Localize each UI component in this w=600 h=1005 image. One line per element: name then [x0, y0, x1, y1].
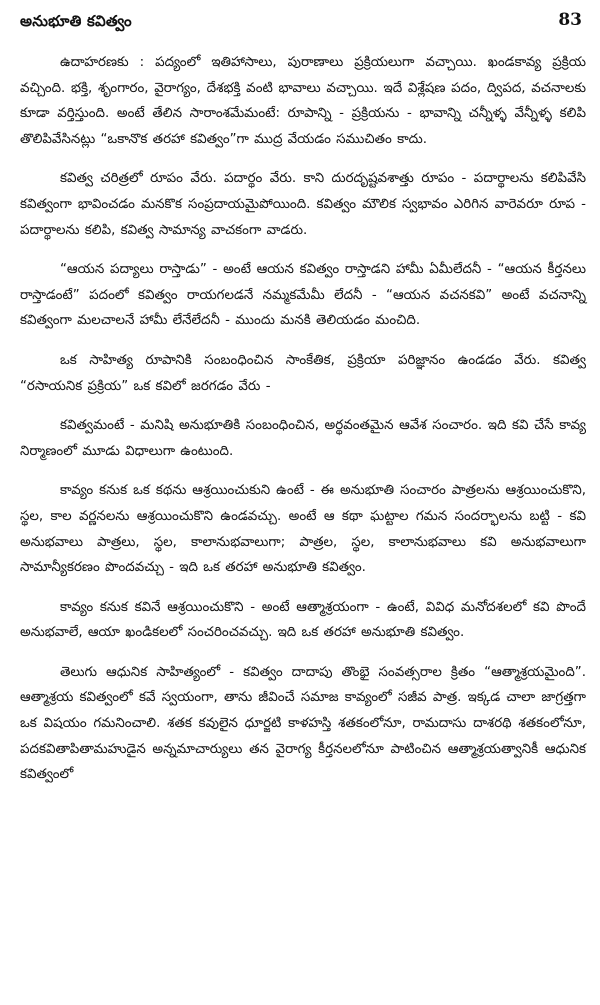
- paragraph-3: “ఆయన పద్యాలు రాస్తాడు” - అంటే ఆయన కవిత్వం రాస్తాడని హామీ ఏమీలేదనీ - “ఆయన కీర్తనలు రాస్తాడంటే” పదంలో కవిత్వం రాయగలడనే నమ్మకమేమీ లేదనీ - “ఆయన వచనకవి” అంటే వచనాన్ని కవిత్వంగా మలచాలనే హామీ లేనేలేదనీ - ముందు మనకి తెలియడం మంచిది.: [20, 262, 586, 329]
- page-body: [20, 50, 586, 802]
- paragraph-2: కవిత్వ చరిత్రలో రూపం వేరు. పదార్థం వేరు. కాని దురదృష్టవశాత్తు రూపం - పదార్థాలను కలిపివేసి కవిత్వంగా భావించడం మనకొక సంప్రదాయమైపోయింది. కవిత్వం మౌలిక స్వభావం ఎరిగిన వారెవరూ రూప - పదార్థాలను కలిపి, కవిత్వ సామాన్య వాచకంగా వాడరు.: [20, 171, 586, 238]
- paragraph-7: కావ్యం కనుక కవినే ఆశ్రయించుకొని - అంటే ఆత్మాశ్రయంగా - ఉంటే, వివిధ మనోదశలలో కవి పొందే అనుభవాలే, ఆయా ఖండికలలో సంచరించవచ్చు. ఇది ఒక తరహా అనుభూతి కవిత్వం.: [20, 599, 586, 641]
- paragraph-1: ఉదాహరణకు : పద్యంలో ఇతిహాసాలు, పురాణాలు ప్రక్రియలుగా వచ్చాయి. ఖండకావ్య ప్రక్రియ వచ్చింది. భక్తి, శృంగారం, వైరాగ్యం, దేశభక్తి వంటి భావాలు వచ్చాయి. ఇదే విశ్లేషణ పదం, ద్విపద, వచనాలకు కూడా వర్తిస్తుంది. అంటే తేలిన సారాంశమేమంటే: రూపాన్ని - ప్రక్రియను - భావాన్ని చన్నీళ్ళ వేన్నీళ్ళ కలిపి తొలిపివేసినట్లు “ఒకానొక తరహా కవిత్వం”గా ముద్ర వేయడం సముచితం కాదు.: [20, 55, 586, 147]
- page-header: [20, 6, 582, 36]
- paragraph-6: కావ్యం కనుక ఒక కథను ఆశ్రయించుకుని ఉంటే - ఈ అనుభూతి సంచారం పాత్రలను ఆశ్రయించుకొని, స్థల, కాల వర్ణనలను ఆశ్రయించుకొని ఉండవచ్చు. అంటే ఆ కథా ఘట్టాల గమన సందర్భాలను బట్టి - కవి అనుభవాలు పాత్రలు, స్థల, కాలానుభవాలుగా; పాత్రల, స్థల, కాలానుభవాలు కవి అనుభవాలుగా సామాన్యీకరణం పొందవచ్చు - ఇది ఒక తరహా అనుభూతి కవిత్వం.: [20, 483, 586, 576]
- page-number: 83: [558, 10, 582, 30]
- paragraph-5: కవిత్వమంటే - మనిషి అనుభూతికి సంబంధించిన, అర్థవంతమైన ఆవేశ సంచారం. ఇది కవి చేసే కావ్య నిర్మాణంలో మూడు విధాలుగా ఉంటుంది.: [20, 418, 586, 459]
- paragraph-4: ఒక సాహిత్య రూపానికి సంబంధించిన సాంకేతిక, ప్రక్రియా పరిజ్ఞానం ఉండడం వేరు. కవిత్వ “రసాయనిక ప్రక్రియ” ఒక కవిలో జరగడం వేరు -: [20, 352, 586, 394]
- running-title: అనుభూతి కవిత్వం: [20, 12, 132, 30]
- paragraph-8: తెలుగు ఆధునిక సాహిత్యంలో - కవిత్వం దాదాపు తొంభై సంవత్సరాల క్రితం “ఆత్మాశ్రయమైంది”. ఆత్మాశ్రయ కవిత్వంలో కవే స్వయంగా, తాను జీవించే సమాజ కావ్యంలో సజీవ పాత్ర. ఇక్కడ చాలా జాగ్రత్తగా ఒక విషయం గమనించాలి. శతక కవులైన ధూర్జటి కాళహస్తి శతకంలోనూ, రామదాసు దాశరథి శతకంలోనూ, పదకవితాపితామహుడైన అన్నమాచార్యులు తన వైరాగ్య కీర్తనలలోనూ పాటించిన ఆత్మాశ్రయత్వానికీ ఆధునిక కవిత్వంలో: [20, 664, 586, 783]
